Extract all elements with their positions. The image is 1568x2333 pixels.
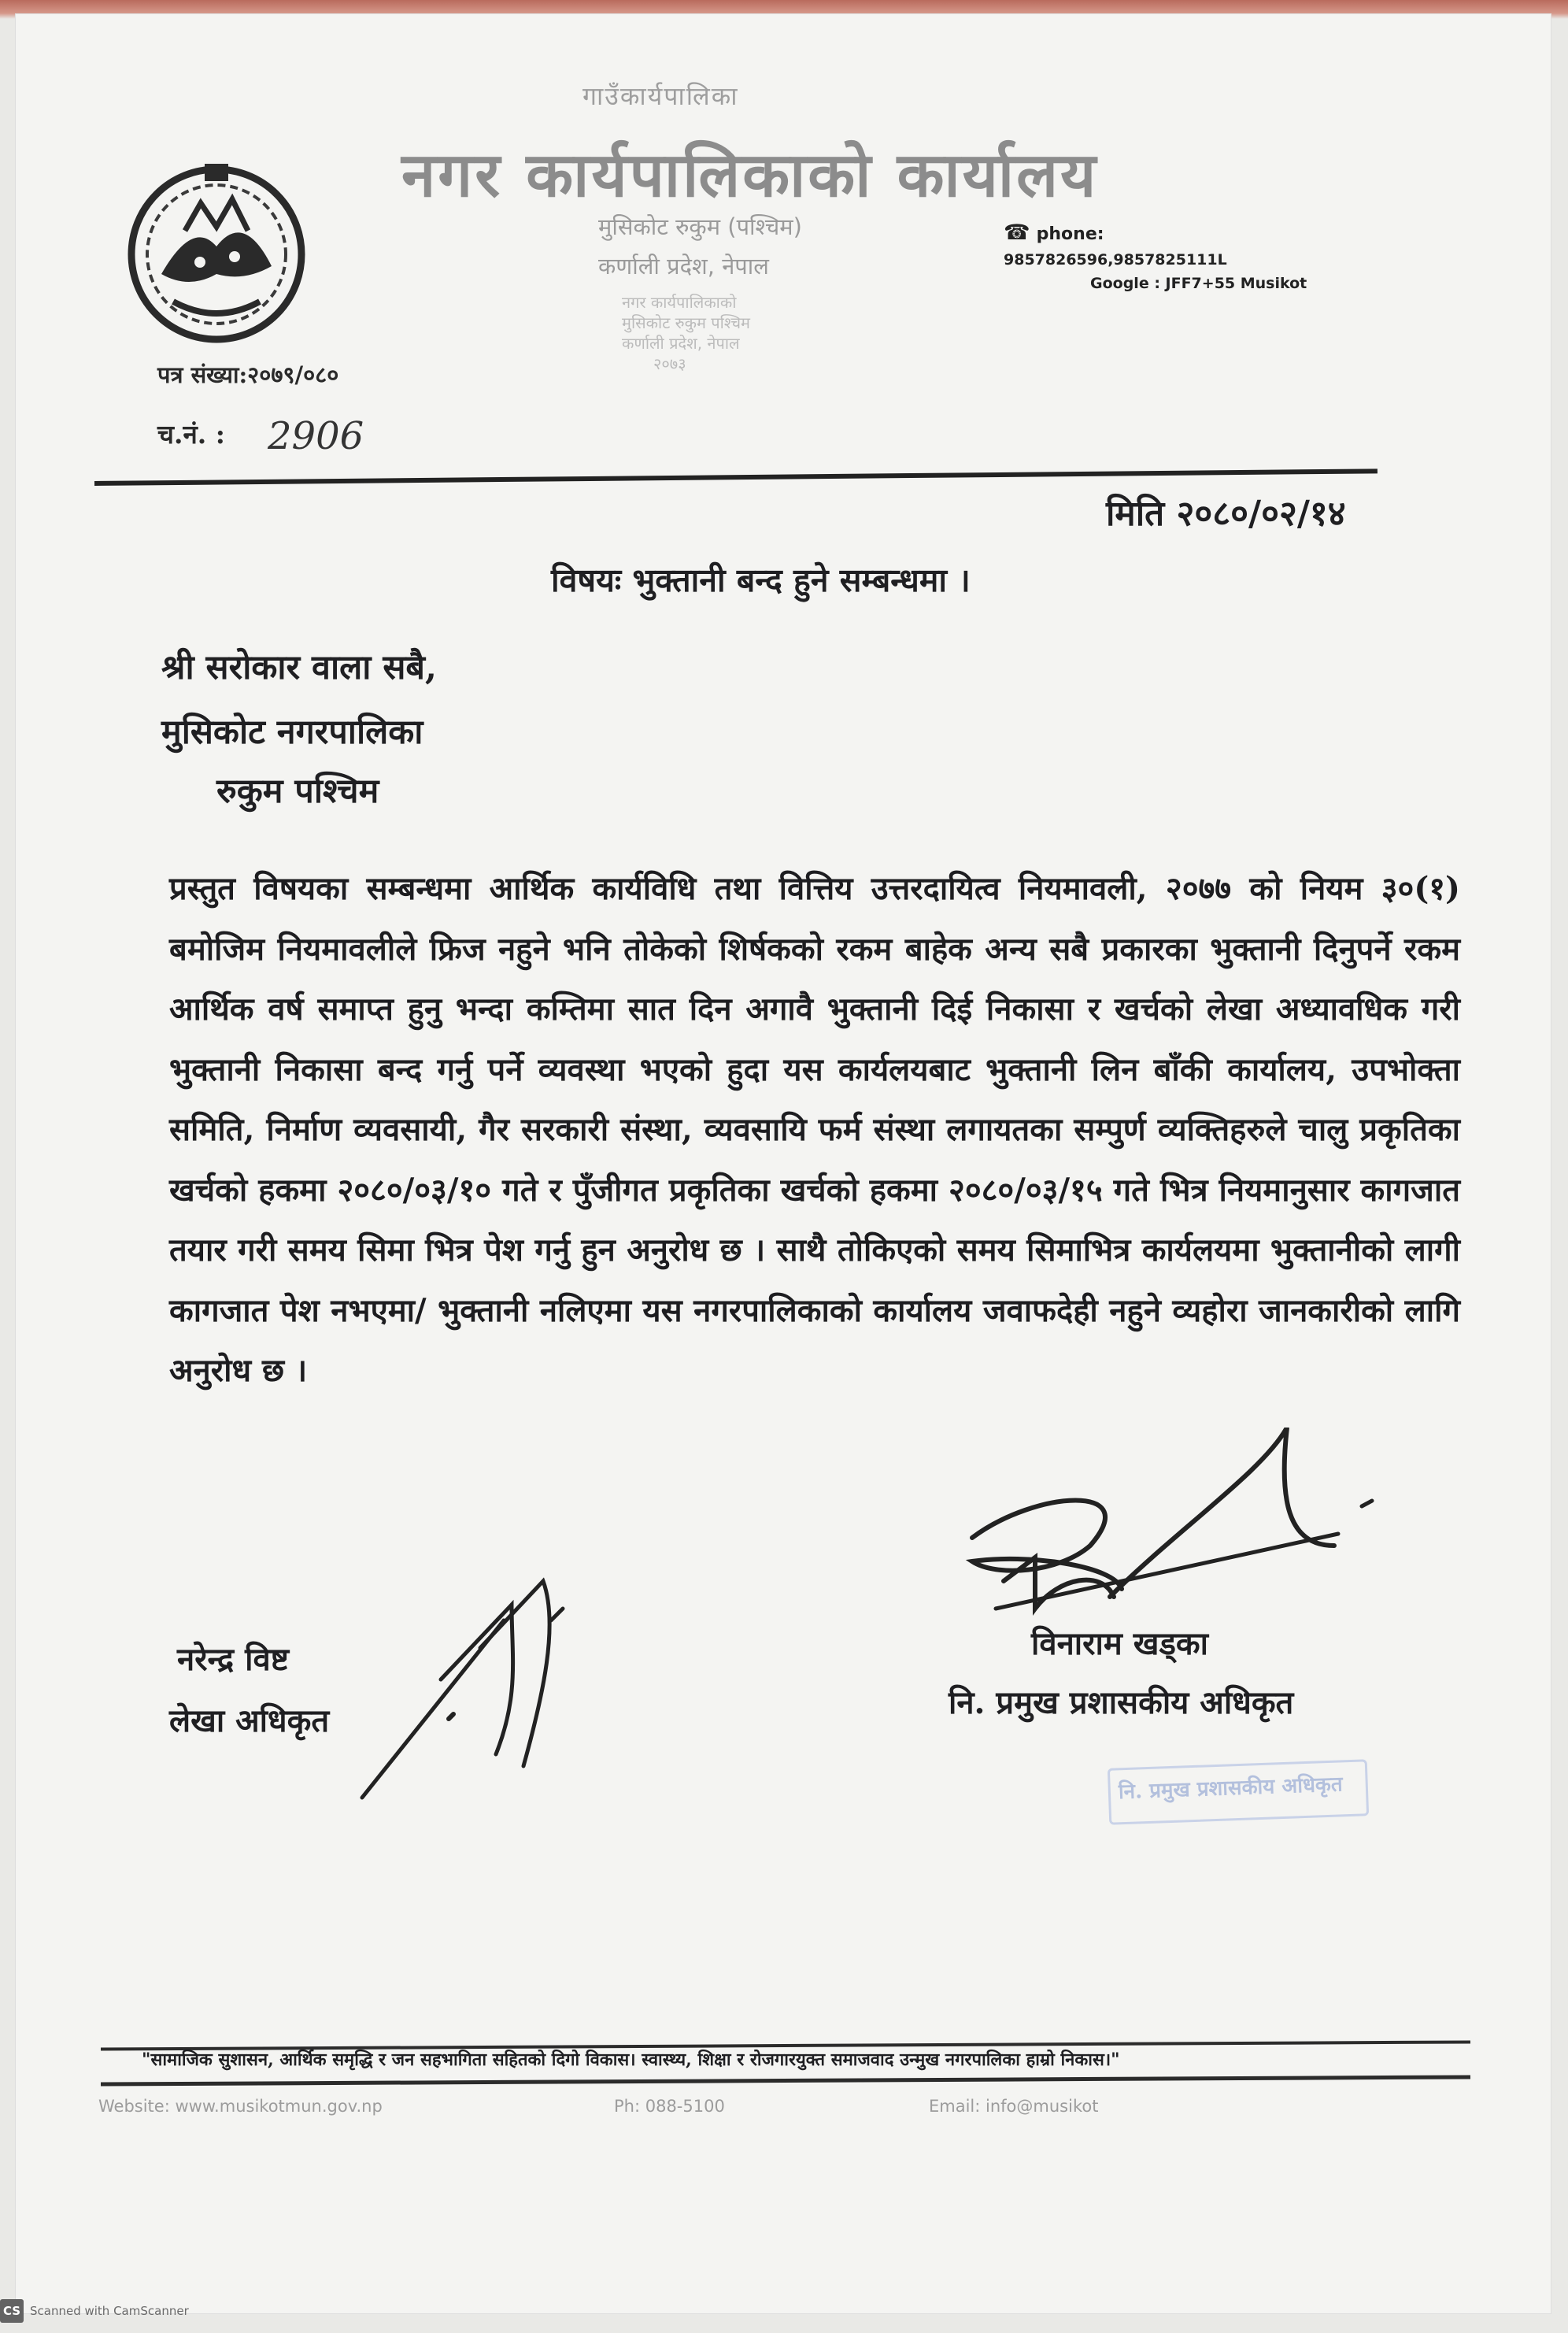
- letter-date: मिति २०८०/०२/१४: [1106, 494, 1346, 534]
- google-plus-code: Google : JFF7+55 Musikot: [1090, 275, 1307, 292]
- camscanner-logo-icon: CS: [0, 2299, 24, 2323]
- faint-stamp-line: कर्णाली प्रदेश, नेपाल: [622, 334, 740, 353]
- official-seal-stamp: नि. प्रमुख प्रशासकीय अधिकृत: [1108, 1759, 1369, 1824]
- right-signatory-name: विनाराम खड्का: [1031, 1625, 1208, 1662]
- faint-office-subheading: गाउँकार्यपालिका: [582, 81, 739, 111]
- address-line-1: मुसिकोट रुकुम (पश्चिम): [598, 213, 802, 240]
- contact-block: [1004, 220, 1307, 292]
- address-line-2: कर्णाली प्रदेश, नेपाल: [598, 253, 769, 280]
- dispatch-number-handwritten: 2906: [268, 414, 364, 458]
- left-signatory-name: नरेन्द्र विष्ट: [177, 1641, 290, 1678]
- camscanner-watermark: [0, 2299, 189, 2323]
- addressee-line-3: रुकुम पश्चिम: [216, 772, 379, 811]
- office-title: नगर कार्यपालिकाको कार्यालय: [401, 140, 1099, 211]
- phone-numbers: 9857826596,9857825111L: [1004, 251, 1227, 268]
- phone-icon: ☎: [1004, 220, 1030, 245]
- phone-label: phone:: [1036, 224, 1104, 244]
- header-divider: [94, 468, 1378, 486]
- dispatch-label: च.नं. :: [157, 419, 225, 450]
- left-signature: [354, 1577, 622, 1805]
- footer-phone: Ph: 088-5100: [614, 2097, 725, 2116]
- left-signatory-title: लेखा अधिकृत: [169, 1702, 330, 1739]
- faint-stamp-line: नगर कार्यपालिकाको: [622, 293, 737, 312]
- nepal-emblem-icon: [118, 156, 315, 353]
- footer-email: Email: info@musikot: [929, 2097, 1099, 2116]
- footer-motto: "सामाजिक सुशासन, आर्थिक समृद्धि र जन सहभागिता सहितको दिगो विकास। स्वास्थ्य, शिक्षा र रोजगारयुक्त समाजवाद उन्मुख नगरपालिका हाम्रो निकास।": [142, 2050, 1120, 2070]
- right-signatory-title: नि. प्रमुख प्रशासकीय अधिकृत: [949, 1684, 1294, 1721]
- footer-website: Website: www.musikotmun.gov.np: [98, 2097, 383, 2116]
- addressee-line-2: मुसिकोट नगरपालिका: [161, 713, 423, 752]
- camscanner-text: Scanned with CamScanner: [30, 2304, 189, 2318]
- subject-line: विषयः भुक्तानी बन्द हुने सम्बन्धमा ।: [551, 561, 971, 599]
- letter-page: [16, 14, 1551, 2313]
- addressee-line-1: श्री सरोकार वाला सबै,: [161, 648, 437, 687]
- faint-stamp-line: मुसिकोट रुकुम पश्चिम: [622, 313, 750, 332]
- letter-body: प्रस्तुत विषयका सम्बन्धमा आर्थिक कार्यविधि तथा वित्तिय उत्तरदायित्व नियमावली, २०७७ को नियम ३०(१) बमोजिम नियमावलीले फ्रिज नहुने भनि तोकेको शिर्षकको रकम बाहेक अन्य सबै प्रकारका भुक्तानी दिनुपर्ने रकम आर्थिक वर्ष समाप्त हुनु भन्दा कम्तिमा सात दिन अगावै भुक्तानी दिई निकासा र खर्चको लेखा अध्यावधिक गरी भुक्तानी निकासा बन्द गर्नु पर्ने व्यवस्था भएको हुदा यस कार्यलयबाट भुक्तानी लिन बाँकी कार्यालय, उपभोक्ता समिति, निर्माण व्यवसायी, गैर सरकारी संस्था, व्यवसायि फर्म संस्था लगायतका सम्पुर्ण व्यक्तिहरुले चालु प्रकृतिका खर्चको हकमा २०८०/०३/१० गते र पुँजीगत प्रकृतिका खर्चको हकमा २०८०/०३/१५ गते भित्र नियमानुसार कागजात तयार गरी समय सिमा भित्र पेश गर्नु हुन अनुरोध छ । साथै तोकिएको समय सिमाभित्र कार्यलयमा भुक्तानीको लागी कागजात पेश नभएमा/ भुक्तानी नलिएमा यस नगरपालिकाको कार्यालय जवाफदेही नहुने व्यहोरा जानकारीको लागि अनुरोध छ ।: [169, 870, 1460, 1389]
- reference-number: पत्र संख्या:२०७९/०८०: [157, 361, 339, 388]
- faint-stamp-line: २०७३: [653, 354, 686, 373]
- footer-divider-bottom: [101, 2075, 1470, 2086]
